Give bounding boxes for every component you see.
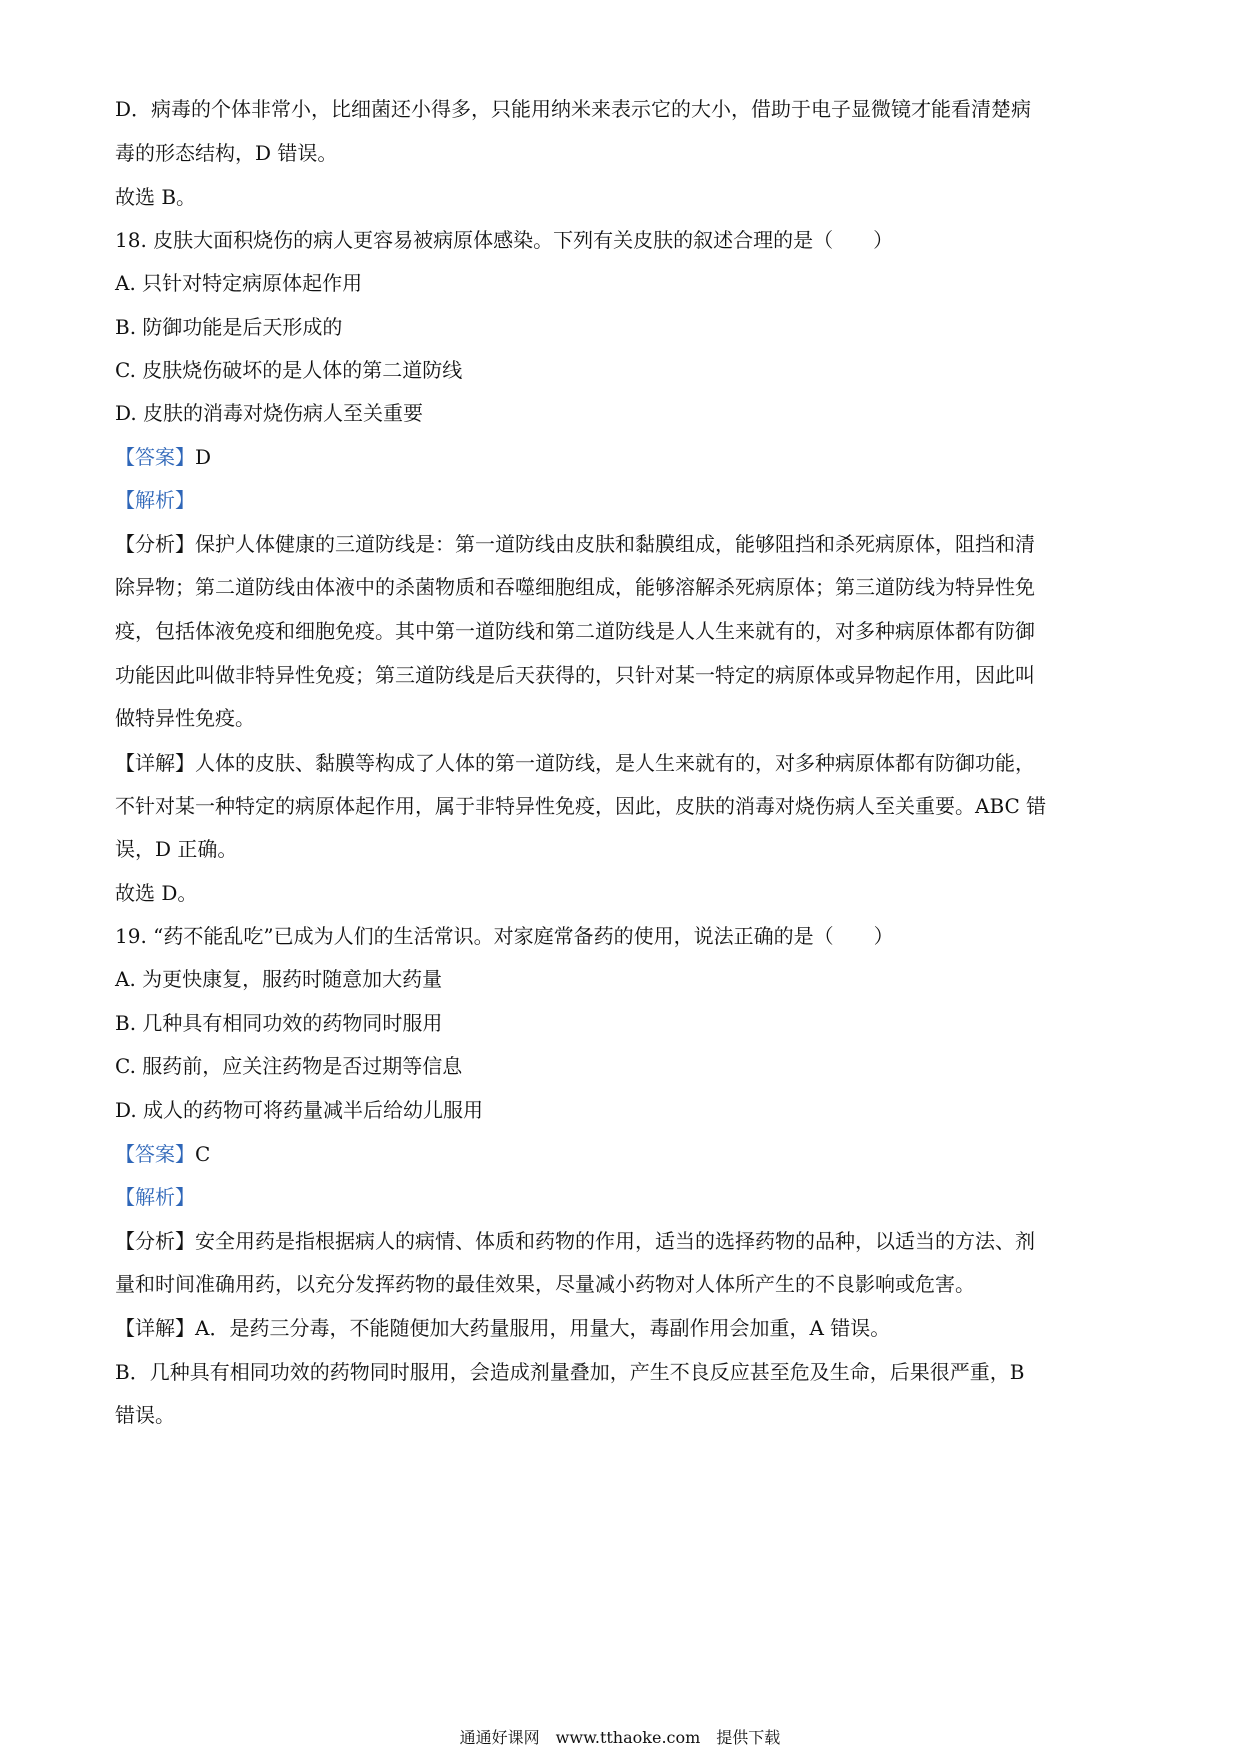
- answer-value: D: [195, 445, 212, 469]
- q18-jiexi-tag: 【解析】: [115, 488, 195, 512]
- q18-option-d: D. 皮肤的消毒对烧伤病人至关重要: [115, 401, 424, 425]
- answer-value: C: [195, 1142, 211, 1166]
- q19-option-a: A. 为更快康复，服药时随意加大药量: [115, 967, 443, 991]
- q19-analysis-line: 量和时间准确用药，以充分发挥药物的最佳效果，尽量减小药物对人体所产生的不良影响或危害。: [115, 1272, 975, 1296]
- q18-detail-line: 误，D 正确。: [115, 837, 238, 861]
- q18-option-c: C. 皮肤烧伤破坏的是人体的第二道防线: [115, 358, 463, 382]
- q19-jiexi-tag: 【解析】: [115, 1185, 195, 1209]
- text-line: D．病毒的个体非常小，比细菌还小得多，只能用纳米来表示它的大小，借助于电子显微镜才能看清楚病: [115, 97, 1032, 121]
- q18-answer: [115, 442, 211, 472]
- q18-option-a: A. 只针对特定病原体起作用: [115, 271, 363, 295]
- question-19-stem: 19. “药不能乱吃”已成为人们的生活常识。对家庭常备药的使用，说法正确的是（ ）: [115, 924, 894, 948]
- q19-answer: [115, 1139, 210, 1169]
- q18-conclusion: 故选 D。: [115, 881, 198, 905]
- q19-option-d: D. 成人的药物可将药量减半后给幼儿服用: [115, 1098, 484, 1122]
- q19-option-c: C. 服药前，应关注药物是否过期等信息: [115, 1054, 463, 1078]
- question-18-stem: 18. 皮肤大面积烧伤的病人更容易被病原体感染。下列有关皮肤的叙述合理的是（ ）: [115, 228, 894, 252]
- q18-detail-line: 不针对某一种特定的病原体起作用，属于非特异性免疫，因此，皮肤的消毒对烧伤病人至关重要。ABC 错: [115, 794, 1047, 818]
- answer-tag: 【答案】: [115, 445, 195, 469]
- q18-analysis-line: 功能因此叫做非特异性免疫；第三道防线是后天获得的，只针对某一特定的病原体或异物起作用，因此叫: [115, 663, 1035, 687]
- q19-option-b: B. 几种具有相同功效的药物同时服用: [115, 1011, 443, 1035]
- q18-detail-line: 【详解】人体的皮肤、黏膜等构成了人体的第一道防线，是人生来就有的，对多种病原体都有防御功能，: [115, 751, 1035, 775]
- page-footer: 通通好课网 www.tthaoke.com 提供下载: [459, 1728, 781, 1747]
- q18-analysis-line: 除异物；第二道防线由体液中的杀菌物质和吞噬细胞组成，能够溶解杀死病原体；第三道防线为特异性免: [115, 575, 1035, 599]
- q18-analysis-line: 【分析】保护人体健康的三道防线是：第一道防线由皮肤和黏膜组成，能够阻挡和杀死病原体，阻挡和清: [115, 532, 1035, 556]
- q18-analysis-line: 疫，包括体液免疫和细胞免疫。其中第一道防线和第二道防线是人人生来就有的，对多种病原体都有防御: [115, 619, 1035, 643]
- q18-analysis-line: 做特异性免疫。: [115, 706, 255, 730]
- q19-analysis-line: 【分析】安全用药是指根据病人的病情、体质和药物的作用，适当的选择药物的品种，以适当的方法、剂: [115, 1229, 1035, 1253]
- conclusion-line: 故选 B。: [115, 185, 197, 209]
- q19-detail-line: B．几种具有相同功效的药物同时服用，会造成剂量叠加，产生不良反应甚至危及生命，后果很严重，B: [115, 1360, 1025, 1384]
- q18-option-b: B. 防御功能是后天形成的: [115, 315, 343, 339]
- q19-detail-line: 【详解】A．是药三分毒，不能随便加大药量服用，用量大，毒副作用会加重，A 错误。: [115, 1316, 891, 1340]
- q19-detail-line: 错误。: [115, 1403, 175, 1427]
- text-line: 毒的形态结构，D 错误。: [115, 141, 338, 165]
- answer-tag: 【答案】: [115, 1142, 195, 1166]
